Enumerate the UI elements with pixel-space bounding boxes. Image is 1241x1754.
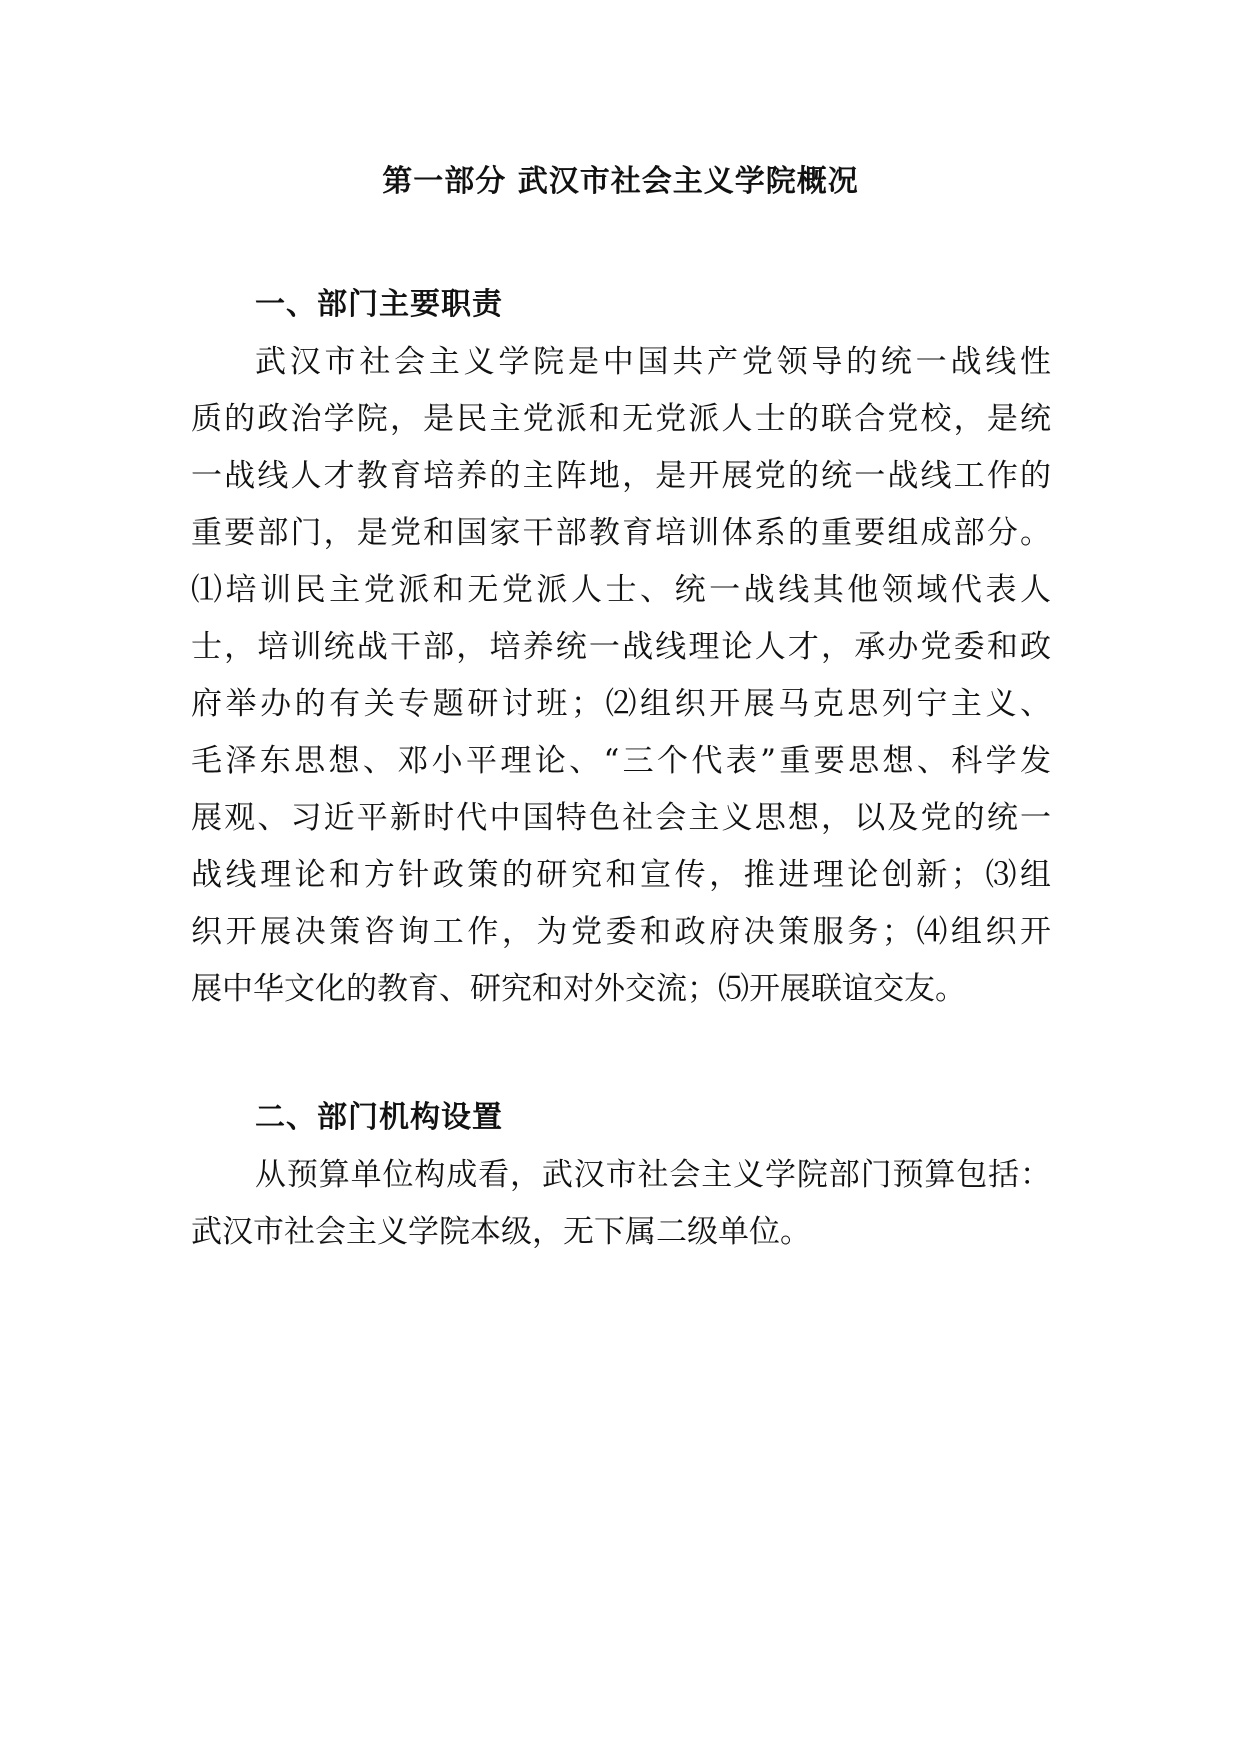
paragraph-line: 重要部门，是党和国家干部教育培训体系的重要组成部分。	[191, 515, 1051, 551]
section-heading-organization: 二、部门机构设置	[255, 1100, 503, 1135]
paragraph-line: 一战线人才教育培养的主阵地，是开展党的统一战线工作的	[191, 458, 1051, 494]
paragraph-line: 武汉市社会主义学院是中国共产党领导的统一战线性	[255, 344, 1051, 380]
paragraph-line: 展观、习近平新时代中国特色社会主义思想，以及党的统一	[191, 800, 1051, 836]
paragraph-line: ⑴培训民主党派和无党派人士、统一战线其他领域代表人	[191, 572, 1051, 608]
paragraph-line: 战线理论和方针政策的研究和宣传，推进理论创新；⑶组	[191, 857, 1051, 893]
paragraph-line: 从预算单位构成看，武汉市社会主义学院部门预算包括：	[255, 1157, 1051, 1193]
paragraph-line: 织开展决策咨询工作，为党委和政府决策服务；⑷组织开	[191, 914, 1051, 950]
paragraph-line: 武汉市社会主义学院本级，无下属二级单位。	[191, 1214, 811, 1250]
paragraph-line: 毛泽东思想、邓小平理论、“三个代表”重要思想、科学发	[191, 743, 1051, 779]
paragraph-line: 质的政治学院，是民主党派和无党派人士的联合党校，是统	[191, 401, 1051, 437]
paragraph-line: 展中华文化的教育、研究和对外交流；⑸开展联谊交友。	[191, 971, 966, 1007]
paragraph-line: 士，培训统战干部，培养统一战线理论人才，承办党委和政	[191, 629, 1051, 665]
paragraph-line: 府举办的有关专题研讨班；⑵组织开展马克思列宁主义、	[191, 686, 1051, 722]
page-title: 第一部分 武汉市社会主义学院概况	[382, 164, 859, 199]
section-heading-responsibilities: 一、部门主要职责	[255, 287, 503, 322]
